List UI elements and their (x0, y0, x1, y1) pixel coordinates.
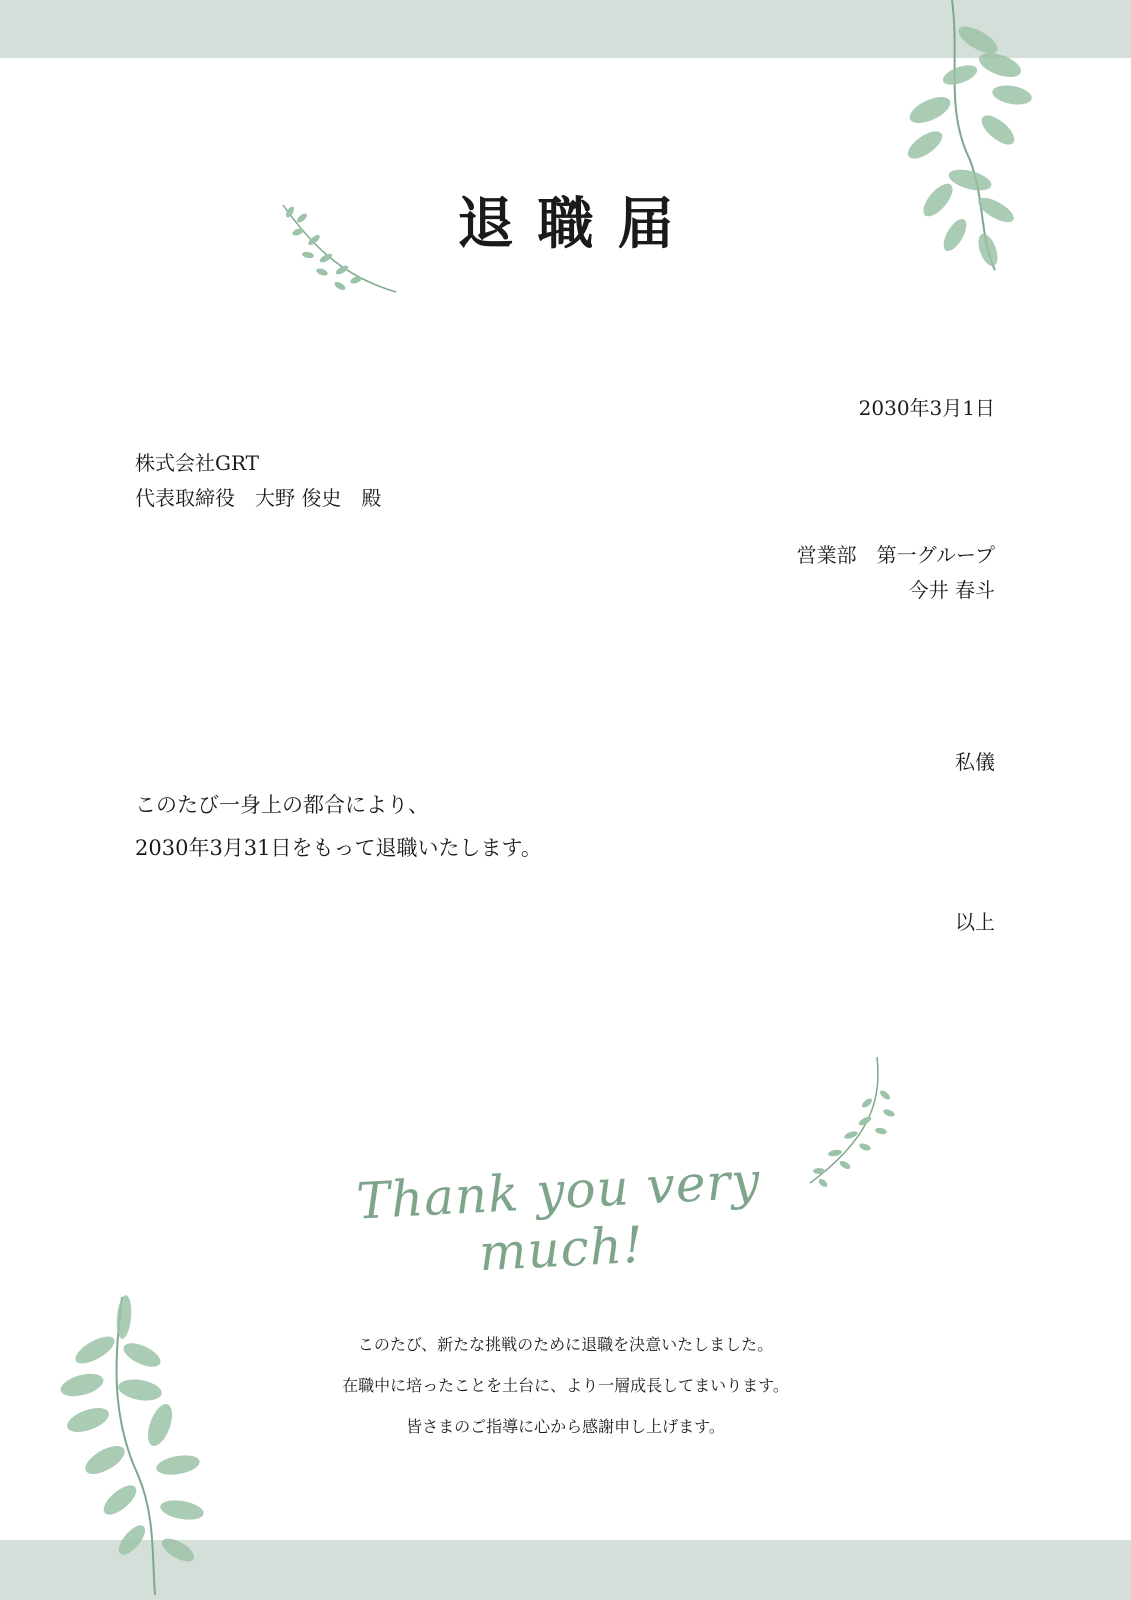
closing-mark: 以上 (955, 910, 995, 934)
thank-you-script: Thank you very much! (355, 1151, 762, 1283)
company-name: 株式会社GRT (135, 451, 260, 475)
sender-name: 今井 春斗 (908, 578, 995, 602)
message-line: 皆さまのご指導に心から感謝申し上げます。 (406, 1417, 725, 1436)
shigi-label: 私儀 (955, 750, 995, 774)
message-line: 在職中に培ったことを土台に、より一層成長してまいります。 (342, 1376, 789, 1395)
sender-department: 営業部 第一グループ (796, 543, 995, 567)
statement-line: このたび一身上の都合により、 (135, 793, 429, 817)
statement-line: 2030年3月31日をもって退職いたします。 (135, 836, 542, 860)
message-line: このたび、新たな挑戦のために退職を決意いたしました。 (357, 1335, 774, 1354)
resignation-statement (135, 784, 542, 870)
addressee-block (135, 446, 381, 516)
fern-sprig-icon (805, 1055, 900, 1190)
recipient-name: 代表取締役 大野 俊史 殿 (135, 486, 382, 510)
leaf-branch-icon (60, 1295, 210, 1595)
sender-block (797, 538, 995, 608)
submission-date: 2030年3月1日 (858, 396, 995, 420)
document-title: 退職届 (457, 191, 698, 257)
